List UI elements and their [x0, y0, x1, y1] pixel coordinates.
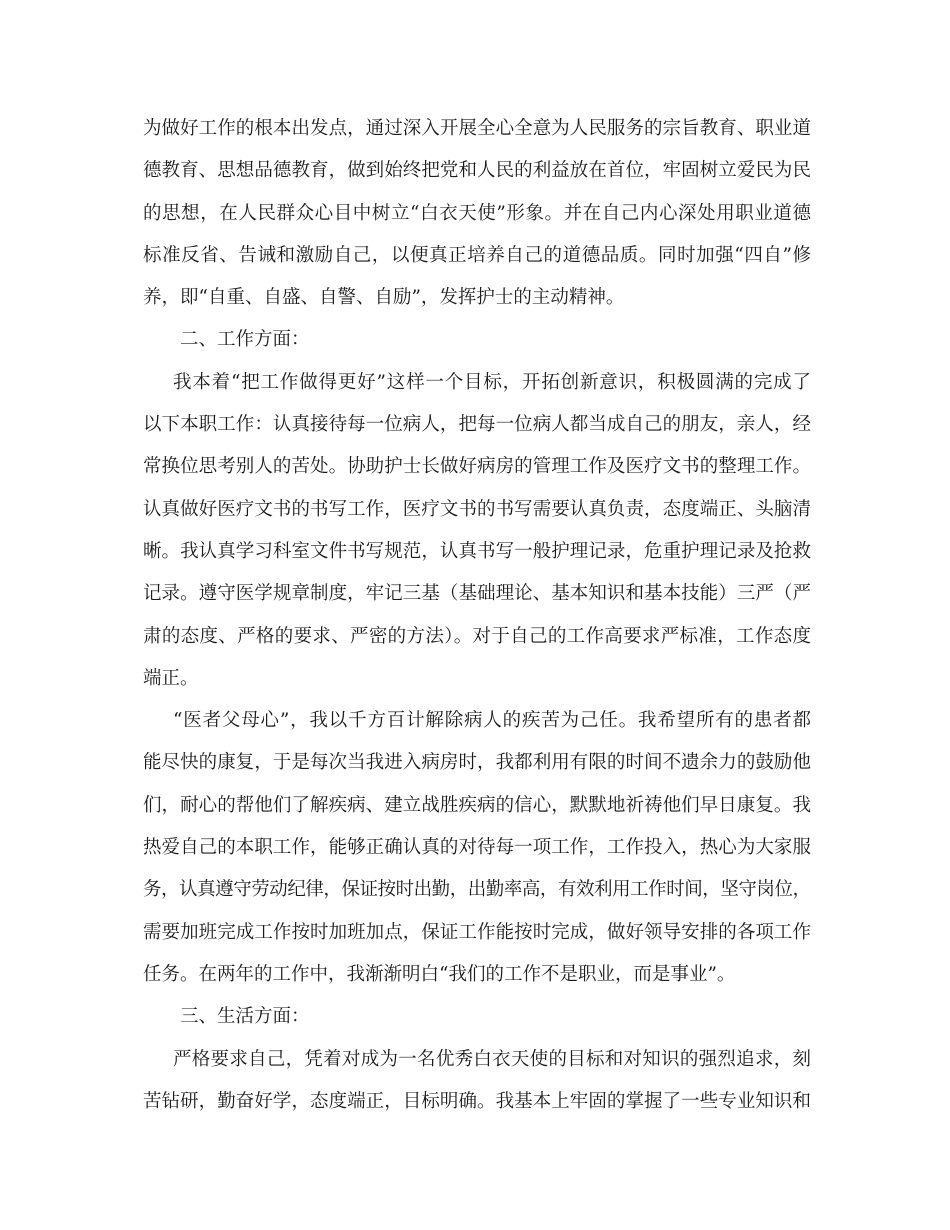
text-line: 养，即“自重、自盛、自警、自励”，发挥护士的主动精神。 [143, 287, 625, 309]
text-line: 以下本职工作：认真接待每一位病人，把每一位病人都当成自己的朋友，亲人，经 [143, 414, 811, 436]
text-line: 认真做好医疗文书的书写工作，医疗文书的书写需要认真负责，态度端正、头脑清 [143, 498, 811, 520]
text-line: 记录。遵守医学规章制度，牢记三基（基础理论、基本知识和基本技能）三严（严 [143, 583, 811, 605]
text-line: 常换位思考别人的苦处。协助护士长做好病房的管理工作及医疗文书的整理工作。 [143, 456, 811, 478]
text-line: 热爱自己的本职工作，能够正确认真的对待每一项工作，工作投入，热心为大家服 [143, 837, 811, 859]
text-line: “医者父母心”，我以千方百计解除病人的疾苦为己任。我希望所有的患者都 [173, 710, 811, 732]
text-line: 苦钻研，勤奋好学，态度端正，目标明确。我基本上牢固的掌握了一些专业知识和 [143, 1090, 811, 1112]
text-line: 德教育、思想品德教育，做到始终把党和人民的利益放在首位，牢固树立爱民为民 [143, 160, 811, 182]
text-line: 端正。 [143, 667, 199, 689]
section-heading: 三、生活方面： [180, 1006, 310, 1028]
text-line: 的思想，在人民群众心目中树立“白衣天使”形象。并在自己内心深处用职业道德 [143, 202, 811, 224]
text-line: 们，耐心的帮他们了解疾病、建立战胜疾病的信心，默默地祈祷他们早日康复。我 [143, 794, 811, 816]
text-line: 能尽快的康复，于是每次当我进入病房时，我都利用有限的时间不遗余力的鼓励他 [143, 752, 811, 774]
text-line: 需要加班完成工作按时加班加点，保证工作能按时完成，做好领导安排的各项工作 [143, 921, 811, 943]
text-line: 为做好工作的根本出发点，通过深入开展全心全意为人民服务的宗旨教育、职业道 [143, 118, 811, 139]
text-line: 晰。我认真学习科室文件书写规范，认真书写一般护理记录，危重护理记录及抢救 [143, 540, 811, 562]
text-line: 严格要求自己，凭着对成为一名优秀白衣天使的目标和对知识的强烈追求，刻 [173, 1048, 811, 1070]
text-line: 任务。在两年的工作中，我渐渐明白“我们的工作不是职业，而是事业”。 [143, 963, 736, 985]
section-heading: 二、工作方面： [180, 329, 310, 351]
text-line: 我本着“把工作做得更好”这样一个目标，开拓创新意识，积极圆满的完成了 [173, 371, 811, 393]
text-line: 标准反省、告诫和激励自己，以便真正培养自己的道德品质。同时加强“四自”修 [143, 244, 811, 266]
text-line: 务，认真遵守劳动纪律，保证按时出勤，出勤率高，有效利用工作时间，坚守岗位， [143, 879, 811, 901]
document-body [143, 108, 811, 1123]
text-line: 肃的态度、严格的要求、严密的方法）。对于自己的工作高要求严标准，工作态度 [143, 625, 811, 647]
